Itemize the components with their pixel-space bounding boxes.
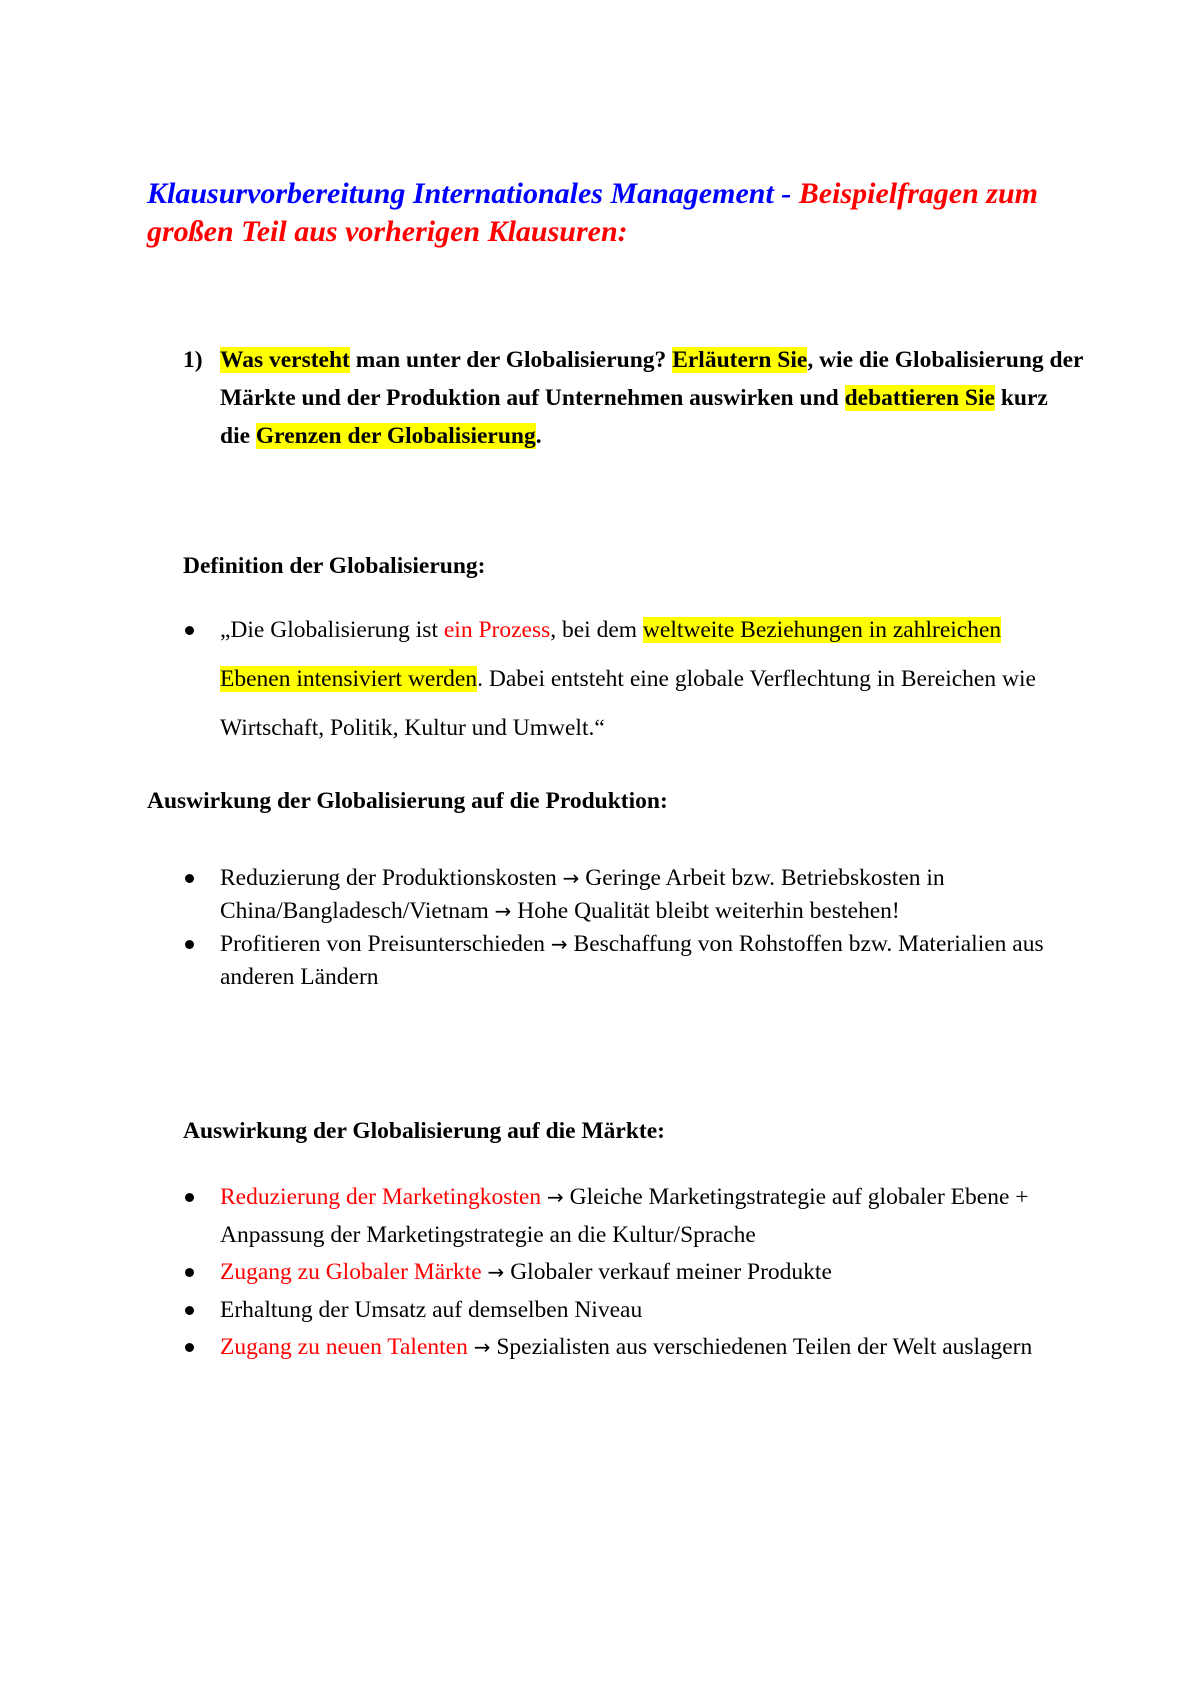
document-title bbox=[147, 175, 1097, 251]
arrow-icon: → bbox=[546, 1185, 564, 1209]
definition-part: ein Prozess bbox=[443, 617, 551, 643]
question-part: Was versteht bbox=[220, 347, 350, 373]
question-part: kurz die bbox=[220, 385, 1048, 449]
bullet-icon bbox=[185, 1268, 194, 1277]
title-blue-part: Klausurvorbereitung Internationales Management - bbox=[147, 177, 799, 210]
bullet-icon bbox=[185, 1306, 194, 1315]
item-part: Erhaltung der Umsatz auf demselben Niveau bbox=[220, 1296, 643, 1323]
item-part: Reduzierung der Produktionskosten bbox=[220, 865, 563, 891]
arrow-icon: → bbox=[494, 899, 512, 923]
question-part: Erläutern Sie bbox=[672, 347, 808, 373]
question-part: man unter der Globalisierung? bbox=[349, 347, 673, 373]
item-part: Zugang zu Globaler Märkte bbox=[220, 1259, 482, 1285]
definition-list bbox=[183, 606, 1063, 753]
bullet-icon bbox=[185, 626, 194, 635]
definition-heading: Definition der Globalisierung: bbox=[183, 553, 486, 579]
question-part: Grenzen der Globalisierung bbox=[255, 423, 536, 449]
bullet-icon bbox=[185, 1193, 194, 1202]
list-item bbox=[183, 1179, 1063, 1254]
item-part: Gleiche Marketingstrategie auf globaler Ebene + Anpassung der Marketingstrategie an die Kultur/Sprache bbox=[220, 1184, 1029, 1248]
definition-part: , bei dem bbox=[550, 617, 643, 643]
markets-list bbox=[183, 1179, 1063, 1367]
item-part: Globaler verkauf meiner Produkte bbox=[504, 1259, 832, 1285]
arrow-icon: → bbox=[473, 1335, 491, 1359]
item-part: Profitieren von Preisunterschieden bbox=[220, 931, 551, 957]
markets-heading: Auswirkung der Globalisierung auf die Märkte: bbox=[183, 1118, 666, 1144]
production-list bbox=[183, 862, 1063, 994]
question-text bbox=[220, 341, 1083, 455]
bullet-icon bbox=[185, 940, 194, 949]
question-number: 1) bbox=[183, 347, 203, 373]
item-part: Geringe Arbeit bzw. Betriebskosten in China/Bangladesch/Vietnam bbox=[220, 865, 945, 924]
question-1 bbox=[183, 341, 1083, 455]
definition-part: weltweite Beziehungen in zahlreichen Ebenen intensiviert werden bbox=[220, 617, 1002, 692]
list-item bbox=[183, 606, 1063, 753]
bullet-icon bbox=[185, 874, 194, 883]
definition-part: „Die Globalisierung ist bbox=[220, 617, 444, 643]
title-red-part: Beispielfragen zum großen Teil aus vorherigen Klausuren: bbox=[147, 177, 1038, 248]
list-item bbox=[183, 928, 1063, 994]
item-part: Spezialisten aus verschiedenen Teilen der Welt auslagern bbox=[490, 1334, 1033, 1360]
item-part: Hohe Qualität bleibt weiterhin bestehen! bbox=[511, 898, 900, 924]
list-item bbox=[183, 1329, 1063, 1367]
definition-part: . Dabei entsteht eine globale Verflechtung in Bereichen wie Wirtschaft, Politik, Kultur und Umwelt.“ bbox=[220, 666, 1036, 741]
item-part: Zugang zu neuen Talenten bbox=[220, 1334, 468, 1360]
question-part: . bbox=[535, 423, 542, 449]
list-item bbox=[183, 1292, 1063, 1330]
question-part: , wie die Globalisierung der Märkte und der Produktion auf Unternehmen auswirken und bbox=[220, 347, 1084, 411]
arrow-icon: → bbox=[550, 932, 568, 956]
arrow-icon: → bbox=[562, 866, 580, 890]
list-item bbox=[183, 862, 1063, 928]
list-item bbox=[183, 1254, 1063, 1292]
question-part: debattieren Sie bbox=[844, 385, 995, 411]
item-part: Beschaffung von Rohstoffen bzw. Materialien aus anderen Ländern bbox=[220, 931, 1044, 990]
item-part: Reduzierung der Marketingkosten bbox=[220, 1184, 542, 1210]
production-heading: Auswirkung der Globalisierung auf die Produktion: bbox=[147, 788, 668, 814]
arrow-icon: → bbox=[487, 1260, 505, 1284]
bullet-icon bbox=[185, 1343, 194, 1352]
